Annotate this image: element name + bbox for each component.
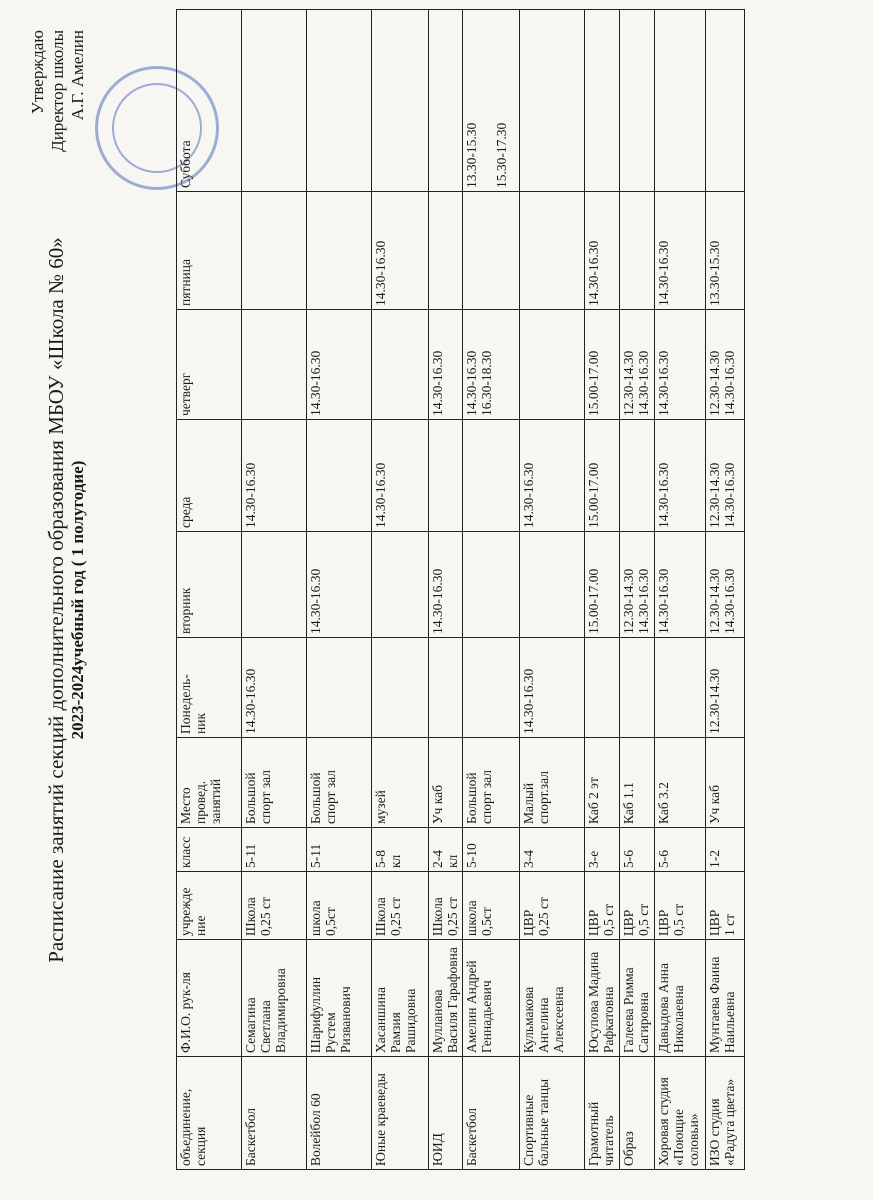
table-cell: Грамотный читатель [585,1057,620,1170]
table-cell: Галеева Римма Сагировна [620,940,655,1057]
table-cell: Баскетбол [242,1057,307,1170]
table-row [706,10,745,1170]
table-cell: ЦВР 0,5 ст [655,872,706,940]
table-cell: ЦВР 0,25 ст [520,872,585,940]
table-cell: Амелин Андрей Геннадьевич [463,940,520,1057]
table-row [655,10,706,1170]
column-header: класс [177,828,242,872]
approval-line: Директор школы [48,30,67,152]
table-cell: Семагина Светлана Владимировна [242,940,307,1057]
table-cell [463,192,520,310]
table-cell: 12.30-14.30 [706,638,745,738]
table-cell: Спортивные бальные танцы [520,1057,585,1170]
table-cell: Юные краеведы [372,1057,429,1170]
table-cell [620,10,655,192]
table-cell: 14.30-16.30 [585,192,620,310]
table-row [585,10,620,1170]
table-cell: 5-11 [242,828,307,872]
table-row [429,10,463,1170]
table-cell: 5-11 [307,828,372,872]
table-cell: 12.30-14.30 14.30-16.30 [620,310,655,420]
table-cell: Малый спорт.зал [520,738,585,828]
table-cell: Большой спорт зал [307,738,372,828]
table-cell: Каб 1.1 [620,738,655,828]
table-cell: Большой спорт зал [463,738,520,828]
table-cell [463,532,520,638]
table-cell: 14.30-16.30 [429,532,463,638]
table-cell [520,310,585,420]
table-cell: 15.00-17.00 [585,420,620,532]
table-cell: 5-10 [463,828,520,872]
table-cell: 14.30-16.30 [520,638,585,738]
table-cell [429,10,463,192]
table-cell: Уч каб [706,738,745,828]
table-cell: ЦВР 0,5 ст [620,872,655,940]
table-cell [429,638,463,738]
table-cell [620,420,655,532]
table-cell: 14.30-16.30 [429,310,463,420]
table-cell: Хасаншина Рамзия Рашидовна [372,940,429,1057]
table-cell [307,192,372,310]
table-row [520,10,585,1170]
column-header: Место провед. занятий [177,738,242,828]
table-cell [655,10,706,192]
column-header: вторник [177,532,242,638]
table-cell [655,638,706,738]
table-cell: 14.30-16.30 [372,420,429,532]
table-cell: ИЗО студия «Радуга цвета» [706,1057,745,1170]
table-cell [520,192,585,310]
column-header: четверг [177,310,242,420]
table-cell: 14.30-16.30 [655,310,706,420]
table-cell [307,10,372,192]
page-title: Расписание занятий секций дополнительного образования МБОУ «Школа № 60» [44,237,68,963]
table-cell: 14.30-16.30 [520,420,585,532]
table-cell [429,420,463,532]
table-cell: школа 0,5ст [307,872,372,940]
table-cell: Шарифуллин Рустем Ризванович [307,940,372,1057]
table-cell: Баскетбол [463,1057,520,1170]
column-header: Ф.И.О. рук-ля [177,940,242,1057]
table-cell: ЦВР 0,5 ст [585,872,620,940]
table-cell: 12.30-14.30 14.30-16.30 [706,310,745,420]
table-cell: 14.30-16.30 [307,532,372,638]
table-cell: 14.30-16.30 [307,310,372,420]
table-cell: Школа 0,25 ст [372,872,429,940]
table-cell: Школа 0,25 ст [429,872,463,940]
table-cell: 5-6 [655,828,706,872]
table-cell: Мулланова Василя Гарафовна [429,940,463,1057]
table-cell [372,638,429,738]
table-cell: Волейбол 60 [307,1057,372,1170]
table-cell: 14.30-16.30 [655,192,706,310]
table-cell: Давыдова Анна Николаевна [655,940,706,1057]
table-cell: 5-8 кл [372,828,429,872]
table-cell [242,10,307,192]
table-cell: 14.30-16.30 [242,420,307,532]
table-cell [372,310,429,420]
table-cell: 5-6 [620,828,655,872]
table-cell [372,10,429,192]
table-cell [463,638,520,738]
table-cell [242,310,307,420]
column-header: пятница [177,192,242,310]
schedule-table [176,9,745,1170]
page-subtitle: 2023-2024учебный год ( 1 полугодие) [68,460,87,740]
table-cell: 14.30-16.30 [655,532,706,638]
table-cell: 1-2 [706,828,745,872]
table-cell [429,192,463,310]
table-cell: 2-4 кл [429,828,463,872]
column-header: Понедель- ник [177,638,242,738]
table-cell: 14.30-16.30 [372,192,429,310]
table-cell: Школа 0,25 ст [242,872,307,940]
table-cell: Большой спорт зал [242,738,307,828]
table-cell: Юсупова Мадина Рафкатовна [585,940,620,1057]
table-cell: ЮИД [429,1057,463,1170]
column-header: объединение, секция [177,1057,242,1170]
table-cell: Кульмакова Ангелина Алексеевна [520,940,585,1057]
table-cell: 12.30-14.30 14.30-16.30 [706,420,745,532]
table-cell: 13.30-15.30 [706,192,745,310]
table-row [307,10,372,1170]
table-cell [585,10,620,192]
table-cell: ЦВР 1 ст [706,872,745,940]
table-cell: 3-е [585,828,620,872]
column-header: среда [177,420,242,532]
table-row [463,10,520,1170]
table-cell [620,192,655,310]
table-cell [463,420,520,532]
table-cell: 12.30-14.30 14.30-16.30 [706,532,745,638]
table-cell [520,10,585,192]
table-cell: Каб 2 эт [585,738,620,828]
approval-line: А.Г. Амелин [68,30,87,121]
table-cell [307,420,372,532]
table-row [620,10,655,1170]
table-cell: 13.30-15.30 15.30-17.30 [463,10,520,192]
table-cell: Образ [620,1057,655,1170]
table-cell: 3-4 [520,828,585,872]
column-header: Суббота [177,10,242,192]
table-cell: Каб 3.2 [655,738,706,828]
approval-line: Утверждаю [28,30,47,115]
table-cell [585,638,620,738]
table-cell: школа 0,5ст [463,872,520,940]
table-cell: 12.30-14.30 14.30-16.30 [620,532,655,638]
table-cell [620,638,655,738]
table-cell: 14.30-16.30 [655,420,706,532]
table-cell: 14.30-16.30 16.30-18.30 [463,310,520,420]
table-cell: музей [372,738,429,828]
table-cell: 14.30-16.30 [242,638,307,738]
table-cell: Мунтаева Фаина Наильевна [706,940,745,1057]
table-cell: Хоровая студия «Поющие соловьи» [655,1057,706,1170]
table-cell: Уч каб [429,738,463,828]
table-cell [242,192,307,310]
title-block [44,40,88,1160]
table-cell: 15.00-17.00 [585,532,620,638]
table-row [372,10,429,1170]
column-header: учрежде ние [177,872,242,940]
table-cell [242,532,307,638]
table-cell: 15.00-17.00 [585,310,620,420]
table-row [242,10,307,1170]
table-cell [520,532,585,638]
table-cell [307,638,372,738]
table-cell [706,10,745,192]
table-cell [372,532,429,638]
table-header-row [177,10,242,1170]
